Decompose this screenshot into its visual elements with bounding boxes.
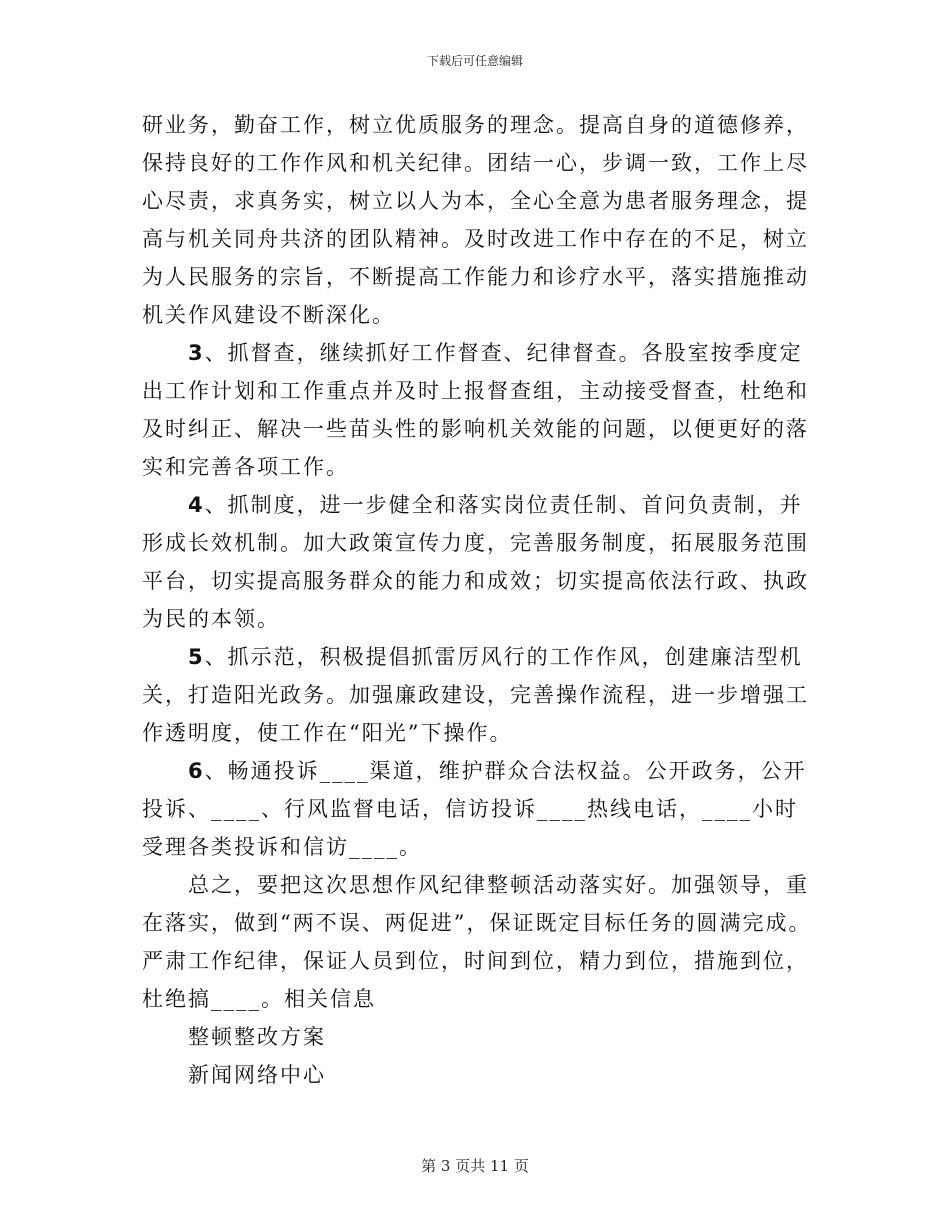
- paragraph-text: 整顿整改方案: [188, 1025, 326, 1049]
- item-number: 5: [188, 645, 205, 669]
- paragraph-text: 、抓示范，积极提倡抓雷厉风行的工作作风，创建廉洁型机关，打造阳光政务。加强廉政建设，完善操作流程，进一步增强工作透明度，使工作在“阳光”下操作。: [142, 645, 809, 745]
- paragraph-item-6: [142, 752, 817, 866]
- paragraph-text: 新闻网络中心: [188, 1063, 326, 1087]
- item-number: 3: [188, 341, 205, 365]
- related-link-rectification-plan[interactable]: [142, 1018, 817, 1056]
- page-header: 下载后可任意编辑: [426, 54, 523, 68]
- paragraph-continuation: [142, 106, 817, 334]
- paragraph-text: 总之，要把这次思想作风纪律整顿活动落实好。加强领导，重在落实，做到“两不误、两促进”，保证既定目标任务的圆满完成。严肃工作纪律，保证人员到位，时间到位，精力到位，措施到位，杜绝搞____。相关信息: [142, 873, 812, 1011]
- item-number: 6: [188, 759, 205, 783]
- paragraph-text: 、抓督查，继续抓好工作督查、纪律督查。各股室按季度定出工作计划和工作重点并及时上报督查组，主动接受督查，杜绝和及时纠正、解决一些苗头性的影响机关效能的问题，以便更好的落实和完善各项工作。: [142, 341, 809, 479]
- page-footer: 第 3 页共 11 页: [421, 1157, 529, 1175]
- item-number: 4: [188, 493, 205, 517]
- related-link-news-center[interactable]: [142, 1056, 817, 1094]
- paragraph-text: 、畅通投诉____渠道，维护群众合法权益。公开政务，公开投诉、____、行风监督电话，信访投诉____热线电话，____小时受理各类投诉和信访____。: [142, 759, 807, 859]
- paragraph-item-4: [142, 486, 817, 638]
- paragraph-item-3: [142, 334, 817, 486]
- paragraph-item-5: [142, 638, 817, 752]
- paragraph-text: 、抓制度，进一步健全和落实岗位责任制、首问负责制，并形成长效机制。加大政策宣传力度，完善服务制度，拓展服务范围平台，切实提高服务群众的能力和成效；切实提高依法行政、执政为民的本领。: [142, 493, 809, 631]
- document-body: [142, 106, 817, 1094]
- paragraph-summary: [142, 866, 817, 1018]
- paragraph-text: 研业务，勤奋工作，树立优质服务的理念。提高自身的道德修养，保持良好的工作作风和机关纪律。团结一心，步调一致，工作上尽心尽责，求真务实，树立以人为本，全心全意为患者服务理念，提高与机关同舟共济的团队精神。及时改进工作中存在的不足，树立为人民服务的宗旨，不断提高工作能力和诊疗水平，落实措施推动机关作风建设不断深化。: [142, 113, 809, 327]
